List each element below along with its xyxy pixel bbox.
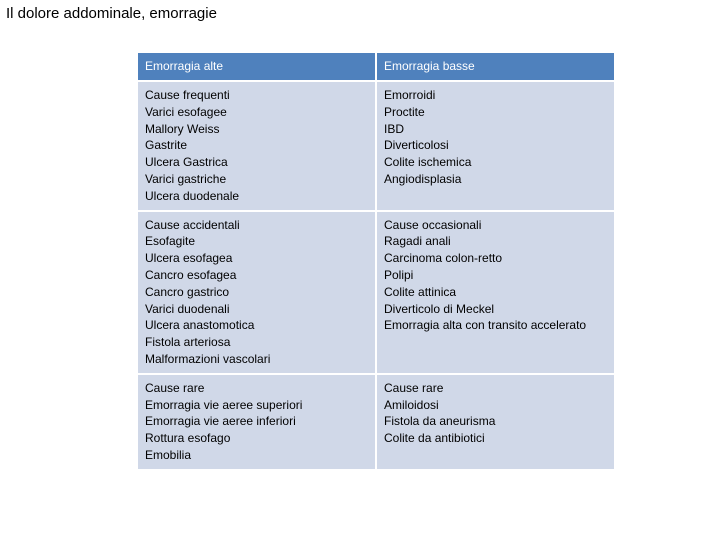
cell-line: Malformazioni vascolari	[145, 351, 271, 366]
cell-lower-frequent	[376, 81, 615, 211]
cell-upper-frequent	[137, 81, 376, 211]
cell-line: Carcinoma colon-retto	[384, 251, 503, 266]
cell-line: Cause rare	[145, 380, 205, 395]
cell-lower-rare	[376, 374, 615, 470]
cell-line: Gastrite	[145, 138, 188, 153]
table-header-row	[137, 52, 615, 81]
cell-line: Emobilia	[145, 447, 192, 462]
bleeding-causes-table	[136, 51, 616, 471]
cell-lower-occasional	[376, 211, 615, 374]
cell-line: Emorragia vie aeree superiori	[145, 397, 303, 412]
cell-line: Fistola arteriosa	[145, 335, 231, 350]
cell-line: Varici gastriche	[145, 171, 227, 186]
header-upper-bleeding: Emorragia alte	[137, 52, 376, 81]
cell-line: Cause frequenti	[145, 88, 230, 102]
cell-line: Cancro esofagea	[145, 267, 237, 282]
cell-line: Esofagite	[145, 234, 196, 249]
cell-line: Diverticolosi	[384, 138, 449, 153]
cell-line: Cause accidentali	[145, 217, 240, 232]
cell-line: Colite ischemica	[384, 155, 472, 170]
cell-line: Varici esofagee	[145, 104, 227, 119]
cell-line: Ulcera Gastrica	[145, 155, 228, 170]
table-row	[137, 211, 615, 374]
cell-line: Mallory Weiss	[145, 121, 220, 136]
cell-line: Cause rare	[384, 380, 444, 395]
cell-line: Colite da antibiotici	[384, 431, 485, 446]
cell-line: Cause occasionali	[384, 217, 482, 232]
cell-line: Proctite	[384, 104, 425, 119]
cell-upper-rare	[137, 374, 376, 470]
table-row	[137, 374, 615, 470]
header-lower-bleeding: Emorragia basse	[376, 52, 615, 81]
cell-line: Ulcera duodenale	[145, 188, 240, 203]
cell-line: Ulcera anastomotica	[145, 318, 255, 333]
cell-line: Emorragia alta con transito accelerato	[384, 318, 587, 333]
cell-line: Rottura esofago	[145, 431, 231, 446]
cell-line: Amiloidosi	[384, 397, 439, 412]
cell-line: Polipi	[384, 267, 414, 282]
cell-line: IBD	[384, 121, 405, 136]
cell-line: Fistola da aneurisma	[384, 414, 496, 429]
cell-line: Diverticolo di Meckel	[384, 301, 495, 316]
cell-upper-accidental	[137, 211, 376, 374]
cell-line: Ulcera esofagea	[145, 251, 233, 266]
cell-line: Emorragia vie aeree inferiori	[145, 414, 296, 429]
cell-line: Emorroidi	[384, 88, 436, 102]
cell-line: Varici duodenali	[145, 301, 230, 316]
cell-line: Angiodisplasia	[384, 171, 462, 186]
cell-line: Ragadi anali	[384, 234, 451, 249]
page-title: Il dolore addominale, emorragie	[6, 5, 217, 22]
cell-line: Colite attinica	[384, 284, 457, 299]
table-row	[137, 81, 615, 211]
cell-line: Cancro gastrico	[145, 284, 230, 299]
